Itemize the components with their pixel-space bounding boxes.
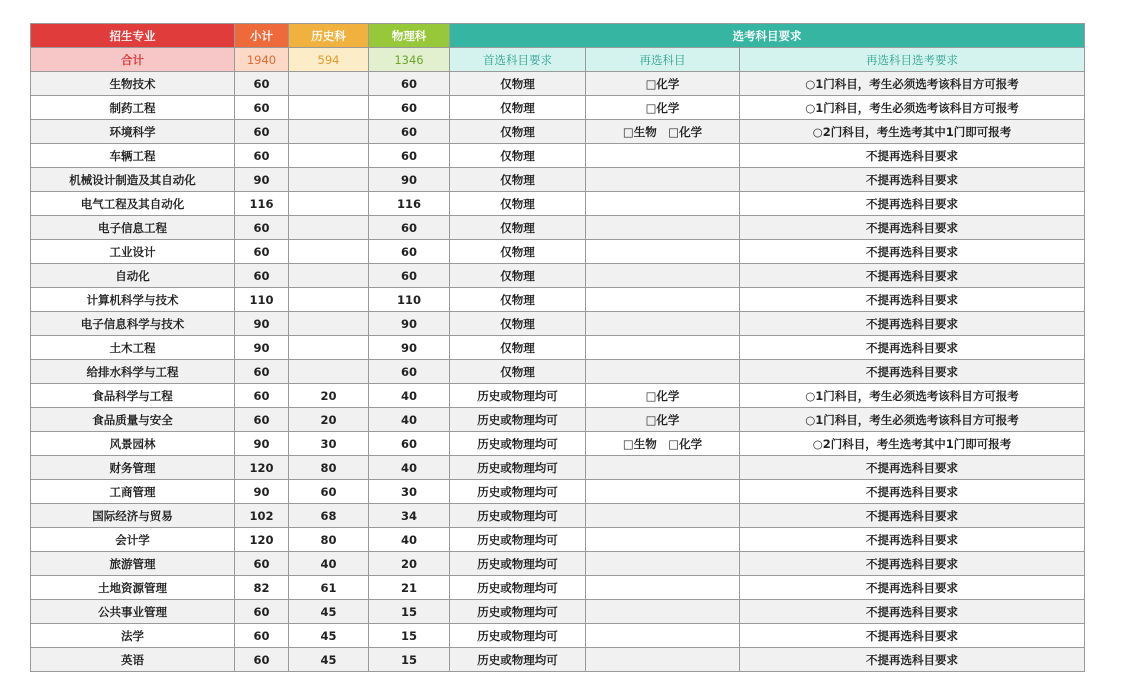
- cell-first-requirement: 历史或物理均可: [450, 456, 586, 480]
- cell-major: 电子信息科学与技术: [31, 312, 235, 336]
- cell-first-requirement: 历史或物理均可: [450, 480, 586, 504]
- table-row: [31, 288, 1085, 312]
- cell-reselect: [586, 624, 740, 648]
- table-row: [31, 96, 1085, 120]
- cell-physics: 60: [369, 432, 450, 456]
- header-row: [31, 24, 1085, 48]
- cell-major: 英语: [31, 648, 235, 672]
- cell-physics: 116: [369, 192, 450, 216]
- cell-major: 食品质量与安全: [31, 408, 235, 432]
- total-label: 合计: [31, 48, 235, 72]
- cell-reselect: □化学: [586, 96, 740, 120]
- table-row: [31, 576, 1085, 600]
- cell-physics: 15: [369, 600, 450, 624]
- cell-major: 旅游管理: [31, 552, 235, 576]
- cell-reselect: [586, 552, 740, 576]
- subheader-reselect-requirement: 再选科目选考要求: [740, 48, 1085, 72]
- cell-subtotal: 60: [235, 240, 289, 264]
- cell-physics: 60: [369, 144, 450, 168]
- cell-history: [289, 240, 369, 264]
- cell-subtotal: 60: [235, 648, 289, 672]
- table-row: [31, 528, 1085, 552]
- cell-subtotal: 90: [235, 168, 289, 192]
- table-row: [31, 432, 1085, 456]
- cell-history: [289, 264, 369, 288]
- cell-subtotal: 60: [235, 144, 289, 168]
- cell-subtotal: 60: [235, 384, 289, 408]
- cell-reselect-requirement: 不提再选科目要求: [740, 168, 1085, 192]
- cell-first-requirement: 仅物理: [450, 288, 586, 312]
- cell-history: [289, 192, 369, 216]
- cell-first-requirement: 仅物理: [450, 168, 586, 192]
- cell-major: 工商管理: [31, 480, 235, 504]
- cell-reselect: [586, 504, 740, 528]
- cell-history: 80: [289, 456, 369, 480]
- cell-physics: 90: [369, 312, 450, 336]
- cell-subtotal: 90: [235, 432, 289, 456]
- cell-reselect-requirement: 不提再选科目要求: [740, 312, 1085, 336]
- cell-physics: 40: [369, 528, 450, 552]
- cell-reselect-requirement: 不提再选科目要求: [740, 144, 1085, 168]
- table-row: [31, 552, 1085, 576]
- cell-subtotal: 120: [235, 456, 289, 480]
- cell-first-requirement: 历史或物理均可: [450, 432, 586, 456]
- table-body: [31, 24, 1085, 672]
- cell-subtotal: 116: [235, 192, 289, 216]
- cell-physics: 60: [369, 120, 450, 144]
- cell-history: [289, 96, 369, 120]
- cell-physics: 60: [369, 264, 450, 288]
- cell-reselect: □化学: [586, 408, 740, 432]
- cell-physics: 30: [369, 480, 450, 504]
- cell-major: 自动化: [31, 264, 235, 288]
- cell-reselect-requirement: 不提再选科目要求: [740, 600, 1085, 624]
- cell-first-requirement: 仅物理: [450, 192, 586, 216]
- cell-reselect: [586, 336, 740, 360]
- cell-history: 45: [289, 648, 369, 672]
- cell-reselect: [586, 144, 740, 168]
- cell-history: 30: [289, 432, 369, 456]
- cell-reselect-requirement: ○1门科目，考生必须选考该科目方可报考: [740, 72, 1085, 96]
- cell-major: 生物技术: [31, 72, 235, 96]
- cell-subtotal: 90: [235, 312, 289, 336]
- cell-reselect-requirement: ○2门科目，考生选考其中1门即可报考: [740, 432, 1085, 456]
- cell-reselect-requirement: 不提再选科目要求: [740, 576, 1085, 600]
- cell-first-requirement: 历史或物理均可: [450, 408, 586, 432]
- cell-reselect: [586, 456, 740, 480]
- cell-first-requirement: 仅物理: [450, 264, 586, 288]
- table-row: [31, 192, 1085, 216]
- cell-first-requirement: 仅物理: [450, 144, 586, 168]
- cell-first-requirement: 历史或物理均可: [450, 624, 586, 648]
- cell-first-requirement: 历史或物理均可: [450, 528, 586, 552]
- cell-first-requirement: 历史或物理均可: [450, 384, 586, 408]
- cell-reselect: [586, 600, 740, 624]
- cell-history: [289, 72, 369, 96]
- table-row: [31, 384, 1085, 408]
- cell-reselect: [586, 576, 740, 600]
- cell-subtotal: 120: [235, 528, 289, 552]
- table-row: [31, 480, 1085, 504]
- cell-subtotal: 60: [235, 624, 289, 648]
- cell-reselect: [586, 480, 740, 504]
- table-row: [31, 600, 1085, 624]
- cell-major: 法学: [31, 624, 235, 648]
- cell-first-requirement: 仅物理: [450, 336, 586, 360]
- cell-first-requirement: 仅物理: [450, 72, 586, 96]
- cell-physics: 110: [369, 288, 450, 312]
- cell-reselect-requirement: 不提再选科目要求: [740, 360, 1085, 384]
- cell-history: 40: [289, 552, 369, 576]
- cell-reselect-requirement: 不提再选科目要求: [740, 216, 1085, 240]
- cell-reselect-requirement: 不提再选科目要求: [740, 264, 1085, 288]
- cell-reselect: [586, 264, 740, 288]
- cell-reselect: [586, 312, 740, 336]
- cell-subtotal: 60: [235, 72, 289, 96]
- admissions-table: [30, 23, 1085, 672]
- cell-subtotal: 110: [235, 288, 289, 312]
- cell-history: 20: [289, 408, 369, 432]
- cell-history: 45: [289, 600, 369, 624]
- cell-physics: 20: [369, 552, 450, 576]
- cell-physics: 60: [369, 96, 450, 120]
- cell-reselect-requirement: 不提再选科目要求: [740, 336, 1085, 360]
- cell-reselect-requirement: ○2门科目，考生选考其中1门即可报考: [740, 120, 1085, 144]
- header-major: 招生专业: [31, 24, 235, 48]
- cell-major: 环境科学: [31, 120, 235, 144]
- cell-reselect-requirement: ○1门科目，考生必须选考该科目方可报考: [740, 408, 1085, 432]
- cell-first-requirement: 仅物理: [450, 96, 586, 120]
- total-row: [31, 48, 1085, 72]
- cell-history: 60: [289, 480, 369, 504]
- cell-first-requirement: 历史或物理均可: [450, 648, 586, 672]
- cell-reselect-requirement: 不提再选科目要求: [740, 648, 1085, 672]
- cell-major: 公共事业管理: [31, 600, 235, 624]
- table-row: [31, 456, 1085, 480]
- cell-reselect-requirement: 不提再选科目要求: [740, 192, 1085, 216]
- cell-major: 财务管理: [31, 456, 235, 480]
- cell-first-requirement: 历史或物理均可: [450, 552, 586, 576]
- table-row: [31, 360, 1085, 384]
- cell-first-requirement: 仅物理: [450, 216, 586, 240]
- cell-major: 计算机科学与技术: [31, 288, 235, 312]
- cell-reselect: [586, 528, 740, 552]
- table-row: [31, 120, 1085, 144]
- cell-physics: 40: [369, 384, 450, 408]
- cell-reselect-requirement: 不提再选科目要求: [740, 528, 1085, 552]
- cell-physics: 40: [369, 408, 450, 432]
- header-subject-requirement: 选考科目要求: [450, 24, 1085, 48]
- cell-major: 制药工程: [31, 96, 235, 120]
- cell-reselect-requirement: 不提再选科目要求: [740, 504, 1085, 528]
- table-row: [31, 168, 1085, 192]
- cell-physics: 90: [369, 168, 450, 192]
- header-history: 历史科: [289, 24, 369, 48]
- cell-subtotal: 60: [235, 552, 289, 576]
- admissions-table-container: [30, 23, 1085, 672]
- cell-physics: 60: [369, 72, 450, 96]
- table-row: [31, 264, 1085, 288]
- cell-physics: 34: [369, 504, 450, 528]
- cell-physics: 15: [369, 624, 450, 648]
- cell-reselect: □化学: [586, 384, 740, 408]
- cell-physics: 60: [369, 240, 450, 264]
- table-row: [31, 648, 1085, 672]
- cell-reselect-requirement: 不提再选科目要求: [740, 624, 1085, 648]
- cell-reselect: [586, 360, 740, 384]
- cell-reselect-requirement: 不提再选科目要求: [740, 552, 1085, 576]
- table-row: [31, 408, 1085, 432]
- table-row: [31, 336, 1085, 360]
- total-physics: 1346: [369, 48, 450, 72]
- cell-history: 61: [289, 576, 369, 600]
- cell-first-requirement: 历史或物理均可: [450, 600, 586, 624]
- cell-major: 电气工程及其自动化: [31, 192, 235, 216]
- cell-reselect: [586, 648, 740, 672]
- cell-reselect-requirement: 不提再选科目要求: [740, 480, 1085, 504]
- cell-history: 20: [289, 384, 369, 408]
- cell-subtotal: 90: [235, 336, 289, 360]
- cell-reselect-requirement: 不提再选科目要求: [740, 456, 1085, 480]
- cell-first-requirement: 仅物理: [450, 312, 586, 336]
- cell-major: 车辆工程: [31, 144, 235, 168]
- cell-physics: 90: [369, 336, 450, 360]
- cell-subtotal: 60: [235, 216, 289, 240]
- cell-reselect: [586, 168, 740, 192]
- cell-physics: 21: [369, 576, 450, 600]
- header-subtotal: 小计: [235, 24, 289, 48]
- cell-reselect: [586, 192, 740, 216]
- total-history: 594: [289, 48, 369, 72]
- cell-history: 80: [289, 528, 369, 552]
- cell-subtotal: 60: [235, 96, 289, 120]
- cell-major: 机械设计制造及其自动化: [31, 168, 235, 192]
- cell-reselect-requirement: ○1门科目，考生必须选考该科目方可报考: [740, 384, 1085, 408]
- cell-first-requirement: 历史或物理均可: [450, 576, 586, 600]
- cell-subtotal: 82: [235, 576, 289, 600]
- cell-subtotal: 60: [235, 360, 289, 384]
- cell-subtotal: 60: [235, 600, 289, 624]
- cell-subtotal: 60: [235, 120, 289, 144]
- table-row: [31, 624, 1085, 648]
- cell-history: [289, 168, 369, 192]
- cell-physics: 15: [369, 648, 450, 672]
- cell-subtotal: 60: [235, 264, 289, 288]
- cell-major: 土木工程: [31, 336, 235, 360]
- cell-major: 国际经济与贸易: [31, 504, 235, 528]
- cell-reselect-requirement: 不提再选科目要求: [740, 240, 1085, 264]
- cell-subtotal: 90: [235, 480, 289, 504]
- table-row: [31, 312, 1085, 336]
- cell-major: 电子信息工程: [31, 216, 235, 240]
- table-row: [31, 504, 1085, 528]
- cell-physics: 60: [369, 216, 450, 240]
- cell-major: 给排水科学与工程: [31, 360, 235, 384]
- header-physics: 物理科: [369, 24, 450, 48]
- table-row: [31, 240, 1085, 264]
- total-subtotal: 1940: [235, 48, 289, 72]
- cell-reselect: □生物 □化学: [586, 432, 740, 456]
- table-row: [31, 216, 1085, 240]
- cell-physics: 60: [369, 360, 450, 384]
- subheader-first-requirement: 首选科目要求: [450, 48, 586, 72]
- cell-first-requirement: 仅物理: [450, 360, 586, 384]
- cell-history: 45: [289, 624, 369, 648]
- subheader-reselect: 再选科目: [586, 48, 740, 72]
- cell-reselect: [586, 288, 740, 312]
- cell-major: 工业设计: [31, 240, 235, 264]
- cell-reselect: [586, 216, 740, 240]
- cell-reselect: □化学: [586, 72, 740, 96]
- cell-subtotal: 102: [235, 504, 289, 528]
- cell-history: [289, 216, 369, 240]
- cell-reselect-requirement: 不提再选科目要求: [740, 288, 1085, 312]
- cell-major: 会计学: [31, 528, 235, 552]
- cell-reselect: □生物 □化学: [586, 120, 740, 144]
- cell-first-requirement: 仅物理: [450, 240, 586, 264]
- cell-history: 68: [289, 504, 369, 528]
- cell-history: [289, 312, 369, 336]
- cell-subtotal: 60: [235, 408, 289, 432]
- cell-physics: 40: [369, 456, 450, 480]
- cell-history: [289, 120, 369, 144]
- cell-history: [289, 288, 369, 312]
- cell-history: [289, 336, 369, 360]
- cell-reselect-requirement: ○1门科目，考生必须选考该科目方可报考: [740, 96, 1085, 120]
- cell-first-requirement: 历史或物理均可: [450, 504, 586, 528]
- cell-history: [289, 144, 369, 168]
- cell-major: 土地资源管理: [31, 576, 235, 600]
- cell-reselect: [586, 240, 740, 264]
- cell-major: 食品科学与工程: [31, 384, 235, 408]
- cell-history: [289, 360, 369, 384]
- cell-major: 风景园林: [31, 432, 235, 456]
- cell-first-requirement: 仅物理: [450, 120, 586, 144]
- table-row: [31, 72, 1085, 96]
- table-row: [31, 144, 1085, 168]
